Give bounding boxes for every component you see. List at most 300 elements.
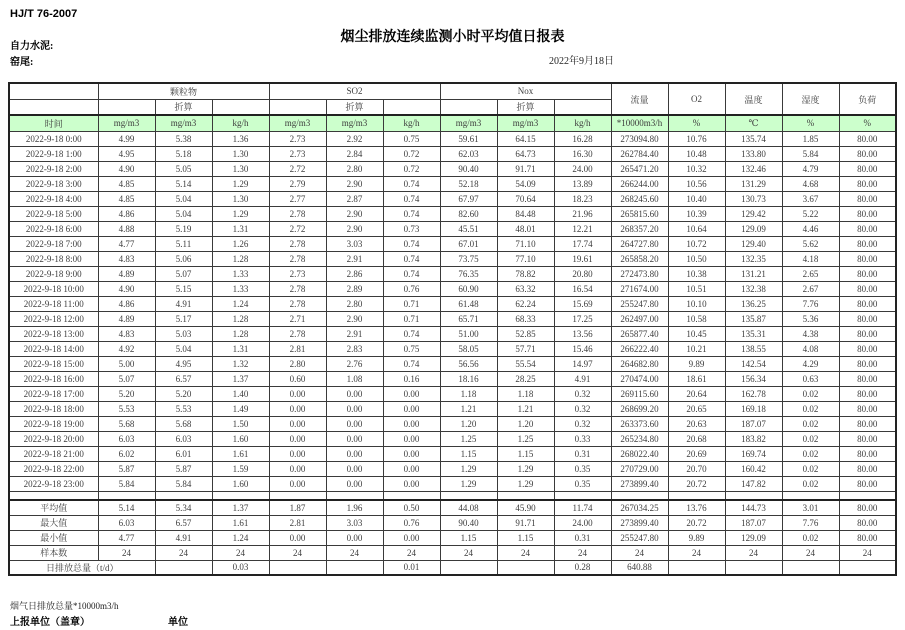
value-cell: 132.38	[725, 281, 782, 296]
value-cell: 5.04	[155, 206, 212, 221]
value-cell: 1.28	[212, 311, 269, 326]
spacer-cell	[782, 491, 839, 500]
value-cell: 4.18	[782, 251, 839, 266]
value-cell: 0.32	[554, 401, 611, 416]
summary-value-cell: 4.77	[98, 530, 155, 545]
column-header-temperature: 温度	[725, 83, 782, 115]
value-cell: 52.85	[497, 326, 554, 341]
column-header-flow: 流量	[611, 83, 668, 115]
value-cell: 1.24	[212, 296, 269, 311]
value-cell: 5.15	[155, 281, 212, 296]
summary-value-cell: 24	[668, 545, 725, 560]
value-cell: 0.02	[782, 431, 839, 446]
summary-value-cell: 187.07	[725, 515, 782, 530]
summary-value-cell: 129.09	[725, 530, 782, 545]
value-cell: 5.18	[155, 146, 212, 161]
table-row	[9, 341, 896, 356]
summary-value-cell: 24	[782, 545, 839, 560]
value-cell: 2.67	[782, 281, 839, 296]
value-cell: 2.78	[269, 326, 326, 341]
table-row	[9, 401, 896, 416]
value-cell: 0.00	[269, 461, 326, 476]
value-cell: 2.80	[269, 356, 326, 371]
value-cell: 0.00	[326, 461, 383, 476]
summary-value-cell: 2.81	[269, 515, 326, 530]
spacer-cell	[269, 491, 326, 500]
unit-mg: mg/m3	[440, 115, 497, 131]
value-cell: 20.64	[668, 386, 725, 401]
value-cell: 129.40	[725, 236, 782, 251]
value-cell: 80.00	[839, 356, 896, 371]
summary-value-cell: 0.00	[326, 530, 383, 545]
daily-total-value-cell: 0.01	[383, 560, 440, 575]
table-row	[9, 356, 896, 371]
value-cell: 2.78	[269, 251, 326, 266]
value-cell: 3.67	[782, 191, 839, 206]
summary-value-cell: 24	[326, 545, 383, 560]
value-cell: 2.78	[269, 236, 326, 251]
value-cell: 0.00	[383, 401, 440, 416]
summary-value-cell: 45.90	[497, 500, 554, 515]
value-cell: 4.91	[155, 296, 212, 311]
value-cell: 1.21	[497, 401, 554, 416]
value-cell: 2.77	[269, 191, 326, 206]
summary-value-cell: 267034.25	[611, 500, 668, 515]
daily-total-value-cell: 0.28	[554, 560, 611, 575]
summary-value-cell: 273899.40	[611, 515, 668, 530]
spacer-cell	[497, 491, 554, 500]
value-cell: 2.71	[269, 311, 326, 326]
value-cell: 0.02	[782, 461, 839, 476]
value-cell: 0.74	[383, 251, 440, 266]
value-cell: 10.45	[668, 326, 725, 341]
value-cell: 80.00	[839, 191, 896, 206]
subheader-blank	[269, 99, 326, 115]
value-cell: 10.10	[668, 296, 725, 311]
value-cell: 20.69	[668, 446, 725, 461]
value-cell: 10.40	[668, 191, 725, 206]
summary-value-cell: 80.00	[839, 500, 896, 515]
summary-value-cell: 5.14	[98, 500, 155, 515]
daily-total-value-cell	[440, 560, 497, 575]
table-row	[9, 416, 896, 431]
value-cell: 169.74	[725, 446, 782, 461]
value-cell: 0.35	[554, 476, 611, 491]
table-row	[9, 371, 896, 386]
value-cell: 20.63	[668, 416, 725, 431]
summary-value-cell: 1.87	[269, 500, 326, 515]
table-row	[9, 236, 896, 251]
value-cell: 51.00	[440, 326, 497, 341]
summary-value-cell: 24	[269, 545, 326, 560]
group-header-nox: Nox	[440, 83, 611, 99]
value-cell: 1.33	[212, 281, 269, 296]
unit-mg: mg/m3	[155, 115, 212, 131]
summary-value-cell: 80.00	[839, 530, 896, 545]
value-cell: 0.71	[383, 311, 440, 326]
value-cell: 6.01	[155, 446, 212, 461]
subheader-blank	[212, 99, 269, 115]
time-column-header: 时间	[9, 115, 98, 131]
column-header-o2: O2	[668, 83, 725, 115]
value-cell: 1.33	[212, 266, 269, 281]
value-cell: 265815.60	[611, 206, 668, 221]
value-cell: 262497.00	[611, 311, 668, 326]
summary-label: 平均值	[9, 500, 98, 515]
spacer-cell	[725, 491, 782, 500]
summary-value-cell: 3.03	[326, 515, 383, 530]
value-cell: 268699.20	[611, 401, 668, 416]
value-cell: 2.78	[269, 281, 326, 296]
location-label: 窑尾:	[10, 57, 34, 68]
value-cell: 5.20	[98, 386, 155, 401]
value-cell: 58.05	[440, 341, 497, 356]
value-cell: 6.03	[98, 431, 155, 446]
time-cell: 2022-9-18 16:00	[9, 371, 98, 386]
time-cell: 2022-9-18 11:00	[9, 296, 98, 311]
value-cell: 0.02	[782, 386, 839, 401]
value-cell: 4.92	[98, 341, 155, 356]
value-cell: 17.25	[554, 311, 611, 326]
value-cell: 2.73	[269, 146, 326, 161]
table-row	[9, 161, 896, 176]
summary-value-cell: 24	[725, 545, 782, 560]
value-cell: 162.78	[725, 386, 782, 401]
time-cell: 2022-9-18 10:00	[9, 281, 98, 296]
value-cell: 0.33	[554, 431, 611, 446]
value-cell: 24.00	[554, 161, 611, 176]
table-row	[9, 461, 896, 476]
value-cell: 2.90	[326, 221, 383, 236]
value-cell: 10.56	[668, 176, 725, 191]
value-cell: 17.74	[554, 236, 611, 251]
value-cell: 0.74	[383, 326, 440, 341]
subheader-blank	[554, 99, 611, 115]
value-cell: 263373.60	[611, 416, 668, 431]
value-cell: 1.25	[440, 431, 497, 446]
value-cell: 0.00	[383, 476, 440, 491]
table-row	[9, 386, 896, 401]
value-cell: 1.36	[212, 131, 269, 146]
value-cell: 54.09	[497, 176, 554, 191]
daily-total-value-cell	[155, 560, 212, 575]
value-cell: 80.00	[839, 266, 896, 281]
value-cell: 80.00	[839, 206, 896, 221]
value-cell: 4.08	[782, 341, 839, 356]
value-cell: 1.28	[212, 251, 269, 266]
value-cell: 16.28	[554, 131, 611, 146]
value-cell: 2.73	[269, 266, 326, 281]
value-cell: 0.74	[383, 356, 440, 371]
daily-total-value-cell	[269, 560, 326, 575]
summary-value-cell: 24	[440, 545, 497, 560]
value-cell: 5.36	[782, 311, 839, 326]
value-cell: 2.87	[326, 191, 383, 206]
spacer-cell	[839, 491, 896, 500]
value-cell: 4.95	[155, 356, 212, 371]
value-cell: 1.21	[440, 401, 497, 416]
value-cell: 18.61	[668, 371, 725, 386]
value-cell: 70.64	[497, 191, 554, 206]
value-cell: 3.03	[326, 236, 383, 251]
value-cell: 0.76	[383, 281, 440, 296]
value-cell: 71.10	[497, 236, 554, 251]
summary-value-cell: 90.40	[440, 515, 497, 530]
value-cell: 0.16	[383, 371, 440, 386]
value-cell: 2.65	[782, 266, 839, 281]
summary-value-cell: 7.76	[782, 515, 839, 530]
value-cell: 80.00	[839, 296, 896, 311]
summary-value-cell: 80.00	[839, 515, 896, 530]
value-cell: 20.65	[668, 401, 725, 416]
value-cell: 4.68	[782, 176, 839, 191]
value-cell: 2.76	[326, 356, 383, 371]
group-header-particulate: 颗粒物	[98, 83, 269, 99]
value-cell: 160.42	[725, 461, 782, 476]
value-cell: 5.62	[782, 236, 839, 251]
time-cell: 2022-9-18 15:00	[9, 356, 98, 371]
value-cell: 0.00	[383, 386, 440, 401]
value-cell: 7.76	[782, 296, 839, 311]
value-cell: 5.68	[98, 416, 155, 431]
unit-mg: mg/m3	[269, 115, 326, 131]
value-cell: 80.00	[839, 236, 896, 251]
value-cell: 2.90	[326, 311, 383, 326]
value-cell: 0.00	[326, 476, 383, 491]
value-cell: 4.91	[554, 371, 611, 386]
value-cell: 67.01	[440, 236, 497, 251]
value-cell: 264727.80	[611, 236, 668, 251]
spacer-cell	[668, 491, 725, 500]
unit-kg: kg/h	[212, 115, 269, 131]
value-cell: 19.61	[554, 251, 611, 266]
spacer-row	[9, 491, 896, 500]
value-cell: 1.30	[212, 191, 269, 206]
value-cell: 0.00	[269, 386, 326, 401]
value-cell: 5.03	[155, 326, 212, 341]
value-cell: 2.86	[326, 266, 383, 281]
time-cell: 2022-9-18 2:00	[9, 161, 98, 176]
time-cell: 2022-9-18 12:00	[9, 311, 98, 326]
unit-celsius: ℃	[725, 115, 782, 131]
value-cell: 1.29	[212, 176, 269, 191]
value-cell: 4.77	[98, 236, 155, 251]
time-cell: 2022-9-18 13:00	[9, 326, 98, 341]
value-cell: 0.35	[554, 461, 611, 476]
value-cell: 80.00	[839, 341, 896, 356]
value-cell: 0.72	[383, 146, 440, 161]
table-row	[9, 191, 896, 206]
time-cell: 2022-9-18 9:00	[9, 266, 98, 281]
value-cell: 1.40	[212, 386, 269, 401]
value-cell: 80.00	[839, 386, 896, 401]
value-cell: 0.74	[383, 266, 440, 281]
value-cell: 0.32	[554, 416, 611, 431]
daily-total-value-cell	[326, 560, 383, 575]
value-cell: 1.18	[440, 386, 497, 401]
value-cell: 61.48	[440, 296, 497, 311]
value-cell: 0.75	[383, 131, 440, 146]
value-cell: 15.69	[554, 296, 611, 311]
table-row	[9, 476, 896, 491]
value-cell: 142.54	[725, 356, 782, 371]
value-cell: 10.32	[668, 161, 725, 176]
standard-number: HJ/T 76-2007	[10, 8, 78, 20]
value-cell: 10.21	[668, 341, 725, 356]
value-cell: 62.03	[440, 146, 497, 161]
time-cell: 2022-9-18 14:00	[9, 341, 98, 356]
value-cell: 5.84	[98, 476, 155, 491]
value-cell: 268245.60	[611, 191, 668, 206]
summary-value-cell: 0.00	[383, 530, 440, 545]
value-cell: 4.86	[98, 206, 155, 221]
summary-value-cell: 11.74	[554, 500, 611, 515]
value-cell: 0.00	[269, 476, 326, 491]
time-cell: 2022-9-18 0:00	[9, 131, 98, 146]
value-cell: 78.82	[497, 266, 554, 281]
value-cell: 1.28	[212, 326, 269, 341]
value-cell: 2.84	[326, 146, 383, 161]
summary-value-cell: 1.15	[497, 530, 554, 545]
value-cell: 5.87	[155, 461, 212, 476]
summary-value-cell: 1.96	[326, 500, 383, 515]
value-cell: 4.83	[98, 326, 155, 341]
summary-value-cell: 6.57	[155, 515, 212, 530]
value-cell: 73.75	[440, 251, 497, 266]
value-cell: 5.07	[98, 371, 155, 386]
value-cell: 0.00	[269, 416, 326, 431]
unit-mg: mg/m3	[98, 115, 155, 131]
value-cell: 5.14	[155, 176, 212, 191]
value-cell: 64.15	[497, 131, 554, 146]
value-cell: 270474.00	[611, 371, 668, 386]
value-cell: 80.00	[839, 251, 896, 266]
unit-load-percent: %	[839, 115, 896, 131]
spacer-cell	[383, 491, 440, 500]
summary-value-cell: 1.15	[440, 530, 497, 545]
unit-mg: mg/m3	[497, 115, 554, 131]
value-cell: 5.05	[155, 161, 212, 176]
spacer-cell	[440, 491, 497, 500]
reporting-unit-label: 上报单位（盖章）	[10, 617, 90, 628]
value-cell: 0.00	[326, 446, 383, 461]
value-cell: 264682.80	[611, 356, 668, 371]
value-cell: 265234.80	[611, 431, 668, 446]
value-cell: 272473.80	[611, 266, 668, 281]
summary-value-cell: 0.02	[782, 530, 839, 545]
daily-total-value-cell: 0.03	[212, 560, 269, 575]
value-cell: 1.59	[212, 461, 269, 476]
page-title: 烟尘排放连续监测小时平均值日报表	[340, 30, 565, 45]
spacer-cell	[611, 491, 668, 500]
value-cell: 1.31	[212, 221, 269, 236]
value-cell: 5.19	[155, 221, 212, 236]
summary-value-cell: 1.24	[212, 530, 269, 545]
value-cell: 2.80	[326, 161, 383, 176]
value-cell: 4.83	[98, 251, 155, 266]
value-cell: 2.79	[269, 176, 326, 191]
spacer-cell	[9, 491, 98, 500]
value-cell: 269115.60	[611, 386, 668, 401]
time-cell: 2022-9-18 21:00	[9, 446, 98, 461]
table-header	[9, 83, 896, 131]
value-cell: 80.00	[839, 401, 896, 416]
value-cell: 5.04	[155, 191, 212, 206]
value-cell: 129.09	[725, 221, 782, 236]
value-cell: 183.82	[725, 431, 782, 446]
table-row	[9, 266, 896, 281]
value-cell: 5.22	[782, 206, 839, 221]
spacer-cell	[155, 491, 212, 500]
value-cell: 0.00	[269, 446, 326, 461]
value-cell: 265877.40	[611, 326, 668, 341]
monitoring-data-table	[8, 82, 897, 576]
value-cell: 4.99	[98, 131, 155, 146]
table-row	[9, 206, 896, 221]
value-cell: 14.97	[554, 356, 611, 371]
value-cell: 80.00	[839, 311, 896, 326]
value-cell: 1.37	[212, 371, 269, 386]
summary-value-cell: 255247.80	[611, 530, 668, 545]
value-cell: 0.02	[782, 416, 839, 431]
value-cell: 0.02	[782, 446, 839, 461]
summary-value-cell: 6.03	[98, 515, 155, 530]
table-row	[9, 146, 896, 161]
value-cell: 1.20	[497, 416, 554, 431]
value-cell: 10.38	[668, 266, 725, 281]
time-cell: 2022-9-18 23:00	[9, 476, 98, 491]
value-cell: 2.90	[326, 176, 383, 191]
value-cell: 268357.20	[611, 221, 668, 236]
value-cell: 268022.40	[611, 446, 668, 461]
value-cell: 1.15	[440, 446, 497, 461]
value-cell: 5.38	[155, 131, 212, 146]
value-cell: 270729.00	[611, 461, 668, 476]
value-cell: 1.29	[497, 476, 554, 491]
time-cell: 2022-9-18 20:00	[9, 431, 98, 446]
value-cell: 5.53	[98, 401, 155, 416]
value-cell: 0.74	[383, 206, 440, 221]
table-row	[9, 296, 896, 311]
value-cell: 10.64	[668, 221, 725, 236]
value-cell: 266244.00	[611, 176, 668, 191]
value-cell: 18.23	[554, 191, 611, 206]
summary-value-cell: 1.37	[212, 500, 269, 515]
value-cell: 4.89	[98, 266, 155, 281]
value-cell: 135.31	[725, 326, 782, 341]
value-cell: 80.00	[839, 476, 896, 491]
report-date: 2022年9月18日	[549, 56, 614, 67]
value-cell: 265471.20	[611, 161, 668, 176]
summary-value-cell: 24	[383, 545, 440, 560]
value-cell: 20.80	[554, 266, 611, 281]
value-cell: 62.24	[497, 296, 554, 311]
value-cell: 10.50	[668, 251, 725, 266]
subheader-converted-nox: 折算	[497, 99, 554, 115]
time-cell: 2022-9-18 17:00	[9, 386, 98, 401]
value-cell: 2.83	[326, 341, 383, 356]
value-cell: 77.10	[497, 251, 554, 266]
value-cell: 13.89	[554, 176, 611, 191]
value-cell: 5.20	[155, 386, 212, 401]
value-cell: 169.18	[725, 401, 782, 416]
value-cell: 9.89	[668, 356, 725, 371]
value-cell: 1.31	[212, 341, 269, 356]
value-cell: 80.00	[839, 131, 896, 146]
value-cell: 2.90	[326, 206, 383, 221]
value-cell: 1.20	[440, 416, 497, 431]
value-cell: 131.29	[725, 176, 782, 191]
